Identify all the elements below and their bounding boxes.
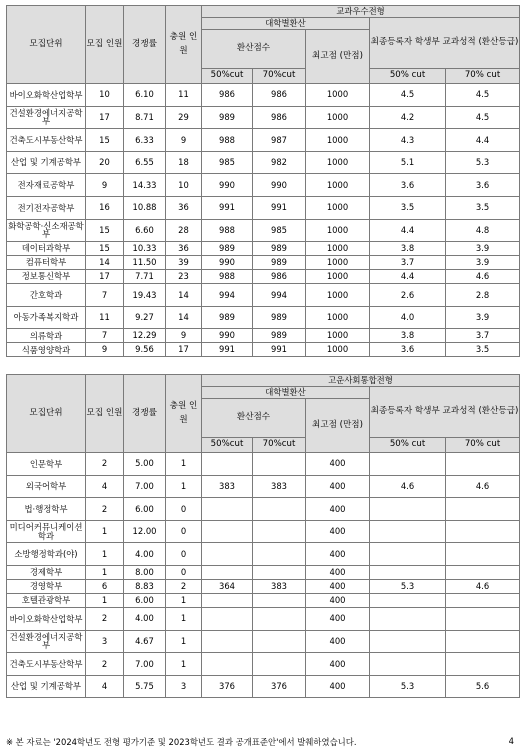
- max-score-cell: 400: [306, 453, 370, 476]
- unit-name-cell: 소방행정학과(야): [7, 543, 86, 566]
- score-70cut-cell: 383: [253, 475, 306, 498]
- header-unit: 모집단위: [7, 6, 86, 84]
- rate-cell: 12.29: [124, 329, 166, 343]
- header-score-70cut: 70%cut: [253, 69, 306, 84]
- filled-cell: 18: [166, 151, 202, 174]
- rate-cell: 14.33: [124, 174, 166, 197]
- quota-cell: 2: [86, 653, 124, 676]
- filled-cell: 0: [166, 543, 202, 566]
- score-70cut-cell: 991: [253, 196, 306, 219]
- final-50cut-cell: 3.6: [370, 343, 446, 357]
- unit-name-cell: 화학공학·신소재공학부: [7, 219, 86, 242]
- filled-cell: 17: [166, 343, 202, 357]
- score-50cut-cell: 989: [202, 306, 253, 329]
- unit-name-cell: 바이오화학산업학부: [7, 607, 86, 630]
- table-row: [7, 498, 520, 521]
- quota-cell: 11: [86, 306, 124, 329]
- final-70cut-cell: [446, 593, 520, 607]
- header-filled: 충원 인원: [166, 375, 202, 453]
- final-70cut-cell: 2.8: [446, 284, 520, 307]
- rate-cell: 7.00: [124, 653, 166, 676]
- header-converted-score: 환산점수: [202, 399, 306, 438]
- table-row: [7, 343, 520, 357]
- table-row: [7, 84, 520, 107]
- score-50cut-cell: [202, 453, 253, 476]
- table-row: [7, 196, 520, 219]
- header-final-registrant: 최종등록자 학생부 교과성적 (환산등급): [370, 387, 520, 438]
- final-50cut-cell: 2.6: [370, 284, 446, 307]
- score-70cut-cell: 994: [253, 284, 306, 307]
- final-70cut-cell: 4.4: [446, 129, 520, 152]
- rate-cell: 8.00: [124, 565, 166, 579]
- score-50cut-cell: 364: [202, 579, 253, 593]
- max-score-cell: 1000: [306, 174, 370, 197]
- final-50cut-cell: 3.6: [370, 174, 446, 197]
- max-score-cell: 1000: [306, 242, 370, 256]
- final-70cut-cell: [446, 607, 520, 630]
- quota-cell: 4: [86, 475, 124, 498]
- final-70cut-cell: 4.6: [446, 270, 520, 284]
- quota-cell: 7: [86, 284, 124, 307]
- score-70cut-cell: [253, 453, 306, 476]
- filled-cell: 0: [166, 565, 202, 579]
- max-score-cell: 1000: [306, 343, 370, 357]
- filled-cell: 11: [166, 84, 202, 107]
- rate-cell: 9.27: [124, 306, 166, 329]
- final-70cut-cell: [446, 653, 520, 676]
- table-row: [7, 520, 520, 543]
- table-row: [7, 151, 520, 174]
- score-70cut-cell: [253, 498, 306, 521]
- final-50cut-cell: [370, 453, 446, 476]
- score-50cut-cell: 990: [202, 174, 253, 197]
- filled-cell: 1: [166, 475, 202, 498]
- unit-name-cell: 정보통신학부: [7, 270, 86, 284]
- score-50cut-cell: [202, 543, 253, 566]
- rate-cell: 6.60: [124, 219, 166, 242]
- table-row: [7, 453, 520, 476]
- unit-name-cell: 산업 및 기계공학부: [7, 151, 86, 174]
- table-row: [7, 565, 520, 579]
- final-70cut-cell: [446, 520, 520, 543]
- header-rate: 경쟁률: [124, 6, 166, 84]
- unit-name-cell: 건축도시부동산학부: [7, 129, 86, 152]
- quota-cell: 14: [86, 256, 124, 270]
- rate-cell: 5.75: [124, 675, 166, 698]
- quota-cell: 15: [86, 129, 124, 152]
- final-50cut-cell: 5.3: [370, 579, 446, 593]
- score-50cut-cell: [202, 498, 253, 521]
- max-score-cell: 400: [306, 520, 370, 543]
- quota-cell: 2: [86, 607, 124, 630]
- unit-name-cell: 데이터과학부: [7, 242, 86, 256]
- max-score-cell: 400: [306, 630, 370, 653]
- table-row: [7, 675, 520, 698]
- rate-cell: 4.67: [124, 630, 166, 653]
- filled-cell: 2: [166, 579, 202, 593]
- header-final-70cut: 70% cut: [446, 69, 520, 84]
- final-70cut-cell: 4.6: [446, 475, 520, 498]
- rate-cell: 7.00: [124, 475, 166, 498]
- max-score-cell: 400: [306, 475, 370, 498]
- header-univ-conversion: 대학별환산: [202, 387, 370, 399]
- score-50cut-cell: 989: [202, 106, 253, 129]
- table-row: [7, 475, 520, 498]
- quota-cell: 6: [86, 579, 124, 593]
- final-50cut-cell: 3.8: [370, 329, 446, 343]
- max-score-cell: 1000: [306, 219, 370, 242]
- final-70cut-cell: 3.5: [446, 196, 520, 219]
- score-70cut-cell: 989: [253, 306, 306, 329]
- final-70cut-cell: 5.6: [446, 675, 520, 698]
- final-50cut-cell: 3.5: [370, 196, 446, 219]
- quota-cell: 1: [86, 520, 124, 543]
- header-max-score: 최고점 (만점): [306, 30, 370, 84]
- max-score-cell: 400: [306, 498, 370, 521]
- score-50cut-cell: 988: [202, 129, 253, 152]
- quota-cell: 17: [86, 106, 124, 129]
- score-50cut-cell: 991: [202, 343, 253, 357]
- max-score-cell: 400: [306, 607, 370, 630]
- table-row: [7, 579, 520, 593]
- final-50cut-cell: 3.7: [370, 256, 446, 270]
- unit-name-cell: 호텔관광학부: [7, 593, 86, 607]
- final-50cut-cell: 3.8: [370, 242, 446, 256]
- final-70cut-cell: [446, 498, 520, 521]
- quota-cell: 2: [86, 498, 124, 521]
- max-score-cell: 1000: [306, 151, 370, 174]
- unit-name-cell: 인문학부: [7, 453, 86, 476]
- filled-cell: 39: [166, 256, 202, 270]
- final-70cut-cell: 4.5: [446, 84, 520, 107]
- score-50cut-cell: [202, 607, 253, 630]
- filled-cell: 36: [166, 242, 202, 256]
- score-70cut-cell: 376: [253, 675, 306, 698]
- score-50cut-cell: 988: [202, 219, 253, 242]
- rate-cell: 6.10: [124, 84, 166, 107]
- final-50cut-cell: [370, 607, 446, 630]
- rate-cell: 5.00: [124, 453, 166, 476]
- rate-cell: 6.33: [124, 129, 166, 152]
- filled-cell: 28: [166, 219, 202, 242]
- score-50cut-cell: [202, 520, 253, 543]
- quota-cell: 16: [86, 196, 124, 219]
- table-row: [7, 174, 520, 197]
- quota-cell: 9: [86, 174, 124, 197]
- final-70cut-cell: 3.9: [446, 256, 520, 270]
- header-score-50cut: 50%cut: [202, 438, 253, 453]
- table-row: [7, 129, 520, 152]
- final-70cut-cell: 4.5: [446, 106, 520, 129]
- quota-cell: 15: [86, 219, 124, 242]
- header-univ-conversion: 대학별환산: [202, 18, 370, 30]
- quota-cell: 1: [86, 593, 124, 607]
- final-70cut-cell: 3.9: [446, 242, 520, 256]
- max-score-cell: 1000: [306, 284, 370, 307]
- rate-cell: 8.83: [124, 579, 166, 593]
- score-50cut-cell: [202, 653, 253, 676]
- final-50cut-cell: 4.0: [370, 306, 446, 329]
- filled-cell: 1: [166, 607, 202, 630]
- filled-cell: 3: [166, 675, 202, 698]
- unit-name-cell: 간호학과: [7, 284, 86, 307]
- max-score-cell: 400: [306, 675, 370, 698]
- score-50cut-cell: 989: [202, 242, 253, 256]
- score-70cut-cell: [253, 543, 306, 566]
- filled-cell: 29: [166, 106, 202, 129]
- final-70cut-cell: 4.6: [446, 579, 520, 593]
- table-row: [7, 329, 520, 343]
- final-70cut-cell: [446, 565, 520, 579]
- unit-name-cell: 전기전자공학부: [7, 196, 86, 219]
- table-row: [7, 270, 520, 284]
- quota-cell: 4: [86, 675, 124, 698]
- table-body: [7, 84, 520, 357]
- final-50cut-cell: [370, 565, 446, 579]
- max-score-cell: 1000: [306, 84, 370, 107]
- rate-cell: 12.00: [124, 520, 166, 543]
- header-quota: 모집 인원: [86, 375, 124, 453]
- max-score-cell: 1000: [306, 306, 370, 329]
- quota-cell: 10: [86, 84, 124, 107]
- quota-cell: 15: [86, 242, 124, 256]
- rate-cell: 6.55: [124, 151, 166, 174]
- final-70cut-cell: 5.3: [446, 151, 520, 174]
- max-score-cell: 400: [306, 565, 370, 579]
- final-50cut-cell: [370, 630, 446, 653]
- max-score-cell: 400: [306, 543, 370, 566]
- score-50cut-cell: 988: [202, 270, 253, 284]
- header-max-score: 최고점 (만점): [306, 399, 370, 453]
- score-70cut-cell: 990: [253, 174, 306, 197]
- score-70cut-cell: [253, 653, 306, 676]
- final-70cut-cell: 4.8: [446, 219, 520, 242]
- final-70cut-cell: 3.5: [446, 343, 520, 357]
- final-50cut-cell: [370, 543, 446, 566]
- table-row: [7, 219, 520, 242]
- unit-name-cell: 아동가족복지학과: [7, 306, 86, 329]
- table-row: [7, 256, 520, 270]
- rate-cell: 11.50: [124, 256, 166, 270]
- table-body: [7, 453, 520, 698]
- unit-name-cell: 컴퓨터학부: [7, 256, 86, 270]
- filled-cell: 23: [166, 270, 202, 284]
- quota-cell: 2: [86, 453, 124, 476]
- admission-table-1: [6, 5, 520, 357]
- final-70cut-cell: [446, 543, 520, 566]
- score-70cut-cell: 986: [253, 106, 306, 129]
- rate-cell: 6.00: [124, 593, 166, 607]
- rate-cell: 10.33: [124, 242, 166, 256]
- score-50cut-cell: 991: [202, 196, 253, 219]
- score-70cut-cell: 982: [253, 151, 306, 174]
- header-converted-score: 환산점수: [202, 30, 306, 69]
- score-50cut-cell: 376: [202, 675, 253, 698]
- rate-cell: 8.71: [124, 106, 166, 129]
- header-final-50cut: 50% cut: [370, 69, 446, 84]
- quota-cell: 3: [86, 630, 124, 653]
- filled-cell: 14: [166, 306, 202, 329]
- unit-name-cell: 건축도시부동산학부: [7, 653, 86, 676]
- final-50cut-cell: [370, 593, 446, 607]
- table-row: [7, 543, 520, 566]
- final-70cut-cell: 3.9: [446, 306, 520, 329]
- final-50cut-cell: 5.1: [370, 151, 446, 174]
- filled-cell: 0: [166, 520, 202, 543]
- max-score-cell: 1000: [306, 129, 370, 152]
- score-50cut-cell: [202, 593, 253, 607]
- score-70cut-cell: [253, 607, 306, 630]
- score-70cut-cell: 987: [253, 129, 306, 152]
- final-70cut-cell: [446, 453, 520, 476]
- rate-cell: 19.43: [124, 284, 166, 307]
- quota-cell: 1: [86, 565, 124, 579]
- max-score-cell: 1000: [306, 196, 370, 219]
- header-final-70cut: 70% cut: [446, 438, 520, 453]
- unit-name-cell: 의류학과: [7, 329, 86, 343]
- rate-cell: 4.00: [124, 543, 166, 566]
- unit-name-cell: 미디어커뮤니케이션학과: [7, 520, 86, 543]
- rate-cell: 9.56: [124, 343, 166, 357]
- filled-cell: 1: [166, 453, 202, 476]
- max-score-cell: 1000: [306, 106, 370, 129]
- score-50cut-cell: [202, 630, 253, 653]
- final-50cut-cell: [370, 520, 446, 543]
- unit-name-cell: 전자재료공학부: [7, 174, 86, 197]
- score-50cut-cell: 985: [202, 151, 253, 174]
- final-50cut-cell: 5.3: [370, 675, 446, 698]
- header-score-50cut: 50%cut: [202, 69, 253, 84]
- unit-name-cell: 경제학부: [7, 565, 86, 579]
- quota-cell: 1: [86, 543, 124, 566]
- unit-name-cell: 건설환경에너지공학부: [7, 630, 86, 653]
- score-70cut-cell: 985: [253, 219, 306, 242]
- header-rate: 경쟁률: [124, 375, 166, 453]
- unit-name-cell: 경영학부: [7, 579, 86, 593]
- score-70cut-cell: 986: [253, 84, 306, 107]
- filled-cell: 9: [166, 129, 202, 152]
- score-50cut-cell: 990: [202, 256, 253, 270]
- unit-name-cell: 바이오화학산업학부: [7, 84, 86, 107]
- score-70cut-cell: 989: [253, 256, 306, 270]
- rate-cell: 10.88: [124, 196, 166, 219]
- table-row: [7, 284, 520, 307]
- quota-cell: 9: [86, 343, 124, 357]
- rate-cell: 4.00: [124, 607, 166, 630]
- table-row: [7, 630, 520, 653]
- final-70cut-cell: 3.6: [446, 174, 520, 197]
- unit-name-cell: 식품영양학과: [7, 343, 86, 357]
- table-row: [7, 607, 520, 630]
- final-50cut-cell: [370, 653, 446, 676]
- score-70cut-cell: [253, 630, 306, 653]
- score-70cut-cell: 991: [253, 343, 306, 357]
- footnote: ※ 본 자료는 '2024학년도 전형 평가기준 및 2023학년도 결과 공개표준안'에서 발췌하였습니다.: [6, 737, 357, 747]
- header-unit: 모집단위: [7, 375, 86, 453]
- filled-cell: 1: [166, 593, 202, 607]
- header-filled: 충원 인원: [166, 6, 202, 84]
- score-70cut-cell: 989: [253, 329, 306, 343]
- max-score-cell: 400: [306, 653, 370, 676]
- final-50cut-cell: [370, 498, 446, 521]
- score-50cut-cell: 990: [202, 329, 253, 343]
- quota-cell: 7: [86, 329, 124, 343]
- final-50cut-cell: 4.6: [370, 475, 446, 498]
- score-70cut-cell: [253, 593, 306, 607]
- score-50cut-cell: 383: [202, 475, 253, 498]
- unit-name-cell: 산업 및 기계공학부: [7, 675, 86, 698]
- filled-cell: 1: [166, 653, 202, 676]
- filled-cell: 10: [166, 174, 202, 197]
- max-score-cell: 400: [306, 579, 370, 593]
- max-score-cell: 400: [306, 593, 370, 607]
- final-70cut-cell: 3.7: [446, 329, 520, 343]
- table-row: [7, 306, 520, 329]
- rate-cell: 6.00: [124, 498, 166, 521]
- filled-cell: 36: [166, 196, 202, 219]
- score-70cut-cell: 986: [253, 270, 306, 284]
- score-50cut-cell: [202, 565, 253, 579]
- header-final-registrant: 최종등록자 학생부 교과성적 (환산등급): [370, 18, 520, 69]
- header-score-70cut: 70%cut: [253, 438, 306, 453]
- table-title: 고운사회통합전형: [202, 375, 520, 387]
- header-final-50cut: 50% cut: [370, 438, 446, 453]
- table-row: [7, 106, 520, 129]
- quota-cell: 20: [86, 151, 124, 174]
- filled-cell: 9: [166, 329, 202, 343]
- table-title: 교과우수전형: [202, 6, 520, 18]
- table-row: [7, 653, 520, 676]
- final-70cut-cell: [446, 630, 520, 653]
- rate-cell: 7.71: [124, 270, 166, 284]
- admission-table-2: [6, 374, 520, 698]
- table-row: [7, 242, 520, 256]
- unit-name-cell: 외국어학부: [7, 475, 86, 498]
- filled-cell: 14: [166, 284, 202, 307]
- final-50cut-cell: 4.4: [370, 270, 446, 284]
- score-70cut-cell: 383: [253, 579, 306, 593]
- header-quota: 모집 인원: [86, 6, 124, 84]
- quota-cell: 17: [86, 270, 124, 284]
- page-number: 4: [508, 736, 514, 746]
- max-score-cell: 1000: [306, 270, 370, 284]
- final-50cut-cell: 4.5: [370, 84, 446, 107]
- score-70cut-cell: 989: [253, 242, 306, 256]
- filled-cell: 0: [166, 498, 202, 521]
- score-50cut-cell: 994: [202, 284, 253, 307]
- final-50cut-cell: 4.3: [370, 129, 446, 152]
- max-score-cell: 1000: [306, 329, 370, 343]
- unit-name-cell: 건설환경에너지공학부: [7, 106, 86, 129]
- table-row: [7, 593, 520, 607]
- filled-cell: 1: [166, 630, 202, 653]
- score-50cut-cell: 986: [202, 84, 253, 107]
- score-70cut-cell: [253, 565, 306, 579]
- max-score-cell: 1000: [306, 256, 370, 270]
- score-70cut-cell: [253, 520, 306, 543]
- final-50cut-cell: 4.2: [370, 106, 446, 129]
- unit-name-cell: 법·행정학부: [7, 498, 86, 521]
- final-50cut-cell: 4.4: [370, 219, 446, 242]
